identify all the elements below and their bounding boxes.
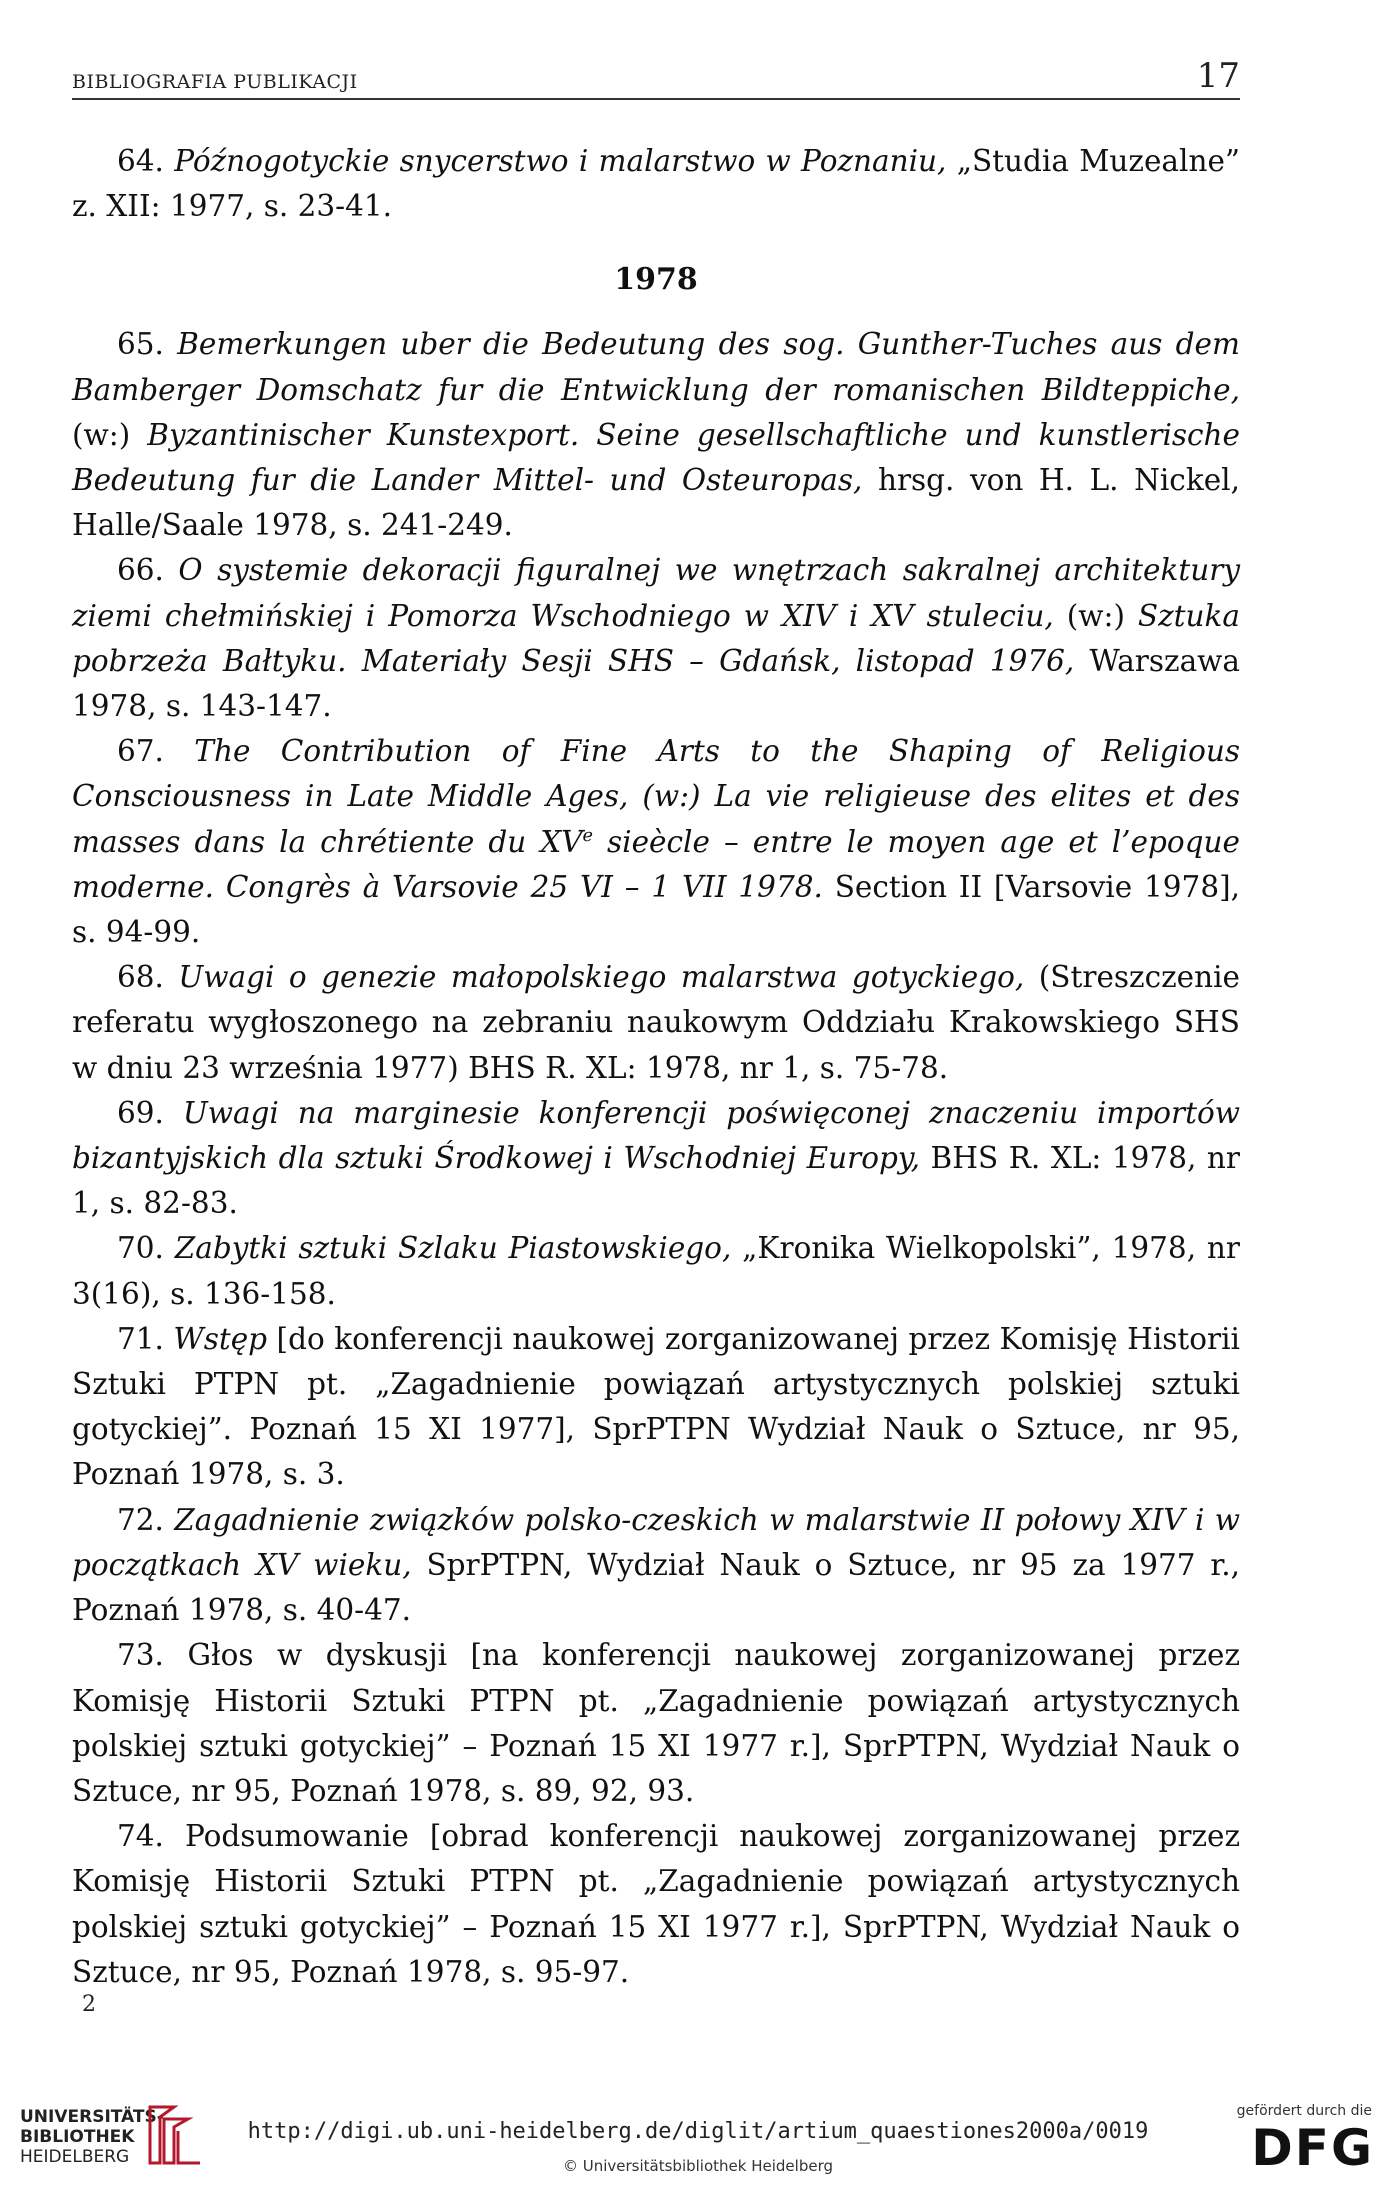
entry-title: Późnogotyckie snycerstwo i malarstwo w Poznaniu, — [174, 144, 947, 178]
entry-title: O systemie dekoracji figuralnej we wnętrzach sakralnej architektury ziemi chełmińskiej i Pomorza Wschodniego w XIV i XV stuleciu, — [72, 553, 1240, 633]
entry-superscript: e — [582, 825, 593, 846]
entry-title: Uwagi na marginesie konferencji poświęconej znaczeniu importów bizantyjskich dla sztuki Środkowej i Wschodniej Europy, — [72, 1095, 1241, 1176]
header-title: BIBLIOGRAFIA PUBLIKACJI — [72, 71, 358, 93]
entry-details: Głos w dyskusji [na konferencji naukowej zorganizowanej przez Komisję Historii Sztuki PTPN pt. „Zagadnienie powiązań artystycznych polskiej sztuki gotyckiej” – Poznań 15 XI 1977 r.], SprPTPN, Wydział Nauk o Sztuce, nr 95, Poznań 1978, s. 89, 92, 93. — [72, 1638, 1241, 1808]
dfg-logo: DFG — [1251, 2119, 1374, 2177]
copyright-notice: © Universitätsbibliothek Heidelberg — [562, 2157, 833, 2175]
bibliography-entry-69 — [72, 1091, 1240, 1227]
entry-number: 70. — [117, 1231, 175, 1266]
entry-source-details: Warszawa 1978, s. 143-147. — [72, 643, 1240, 724]
entry-number: 74. — [117, 1819, 185, 1854]
permalink-url[interactable]: http://digi.ub.uni-heidelberg.de/diglit/artium_quaestiones2000a/0019 — [247, 2119, 1149, 2144]
entry-details: (Streszczenie referatu wygłoszonego na zebraniu naukowym Oddziału Krakowskiego SHS w dniu 23 września 1977) BHS R. XL: 1978, nr 1, s. 75-78. — [72, 960, 1240, 1085]
library-name-line2: BIBLIOTHEK — [20, 2127, 135, 2147]
funding-caption: gefördert durch die — [1236, 2103, 1372, 2119]
bibliography-entry-74 — [72, 1814, 1240, 1995]
entry-number: 71. — [117, 1321, 174, 1356]
bibliography-entry-67 — [72, 729, 1240, 955]
entry-details: „Studia Muzealne” z. XII: 1977, s. 23-41. — [72, 144, 1240, 224]
bibliography-body — [72, 139, 1240, 1995]
entry-number: 66. — [117, 553, 179, 588]
entry-details: Podsumowanie [obrad konferencji naukowej zorganizowanej przez Komisję Historii Sztuki PTPN pt. „Zagadnienie powiązań artystycznych polskiej sztuki gotyckiej” – Poznań 15 XI 1977 r.], SprPTPN, Wydział Nauk o Sztuce, nr 95, Poznań 1978, s. 95-97. — [72, 1819, 1240, 1989]
entry-title: Bemerkungen uber die Bedeutung des sog. Gunther-Tuches aus dem Bamberger Domschatz fur die Entwicklung der romanischen Bildteppiche, — [72, 327, 1240, 407]
entry-title: Zabytki sztuki Szlaku Piastowskiego, — [174, 1231, 732, 1266]
entry-title: The Contribution of Fine Arts to the Shaping of Religious Consciousness in Late Middle Ages, (w:) La vie religieuse des elites et des masses dans la chrétiente du XV — [72, 734, 1240, 859]
entry-details: BHS R. XL: 1978, nr 1, s. 82-83. — [72, 1141, 1240, 1221]
running-header — [72, 58, 1240, 100]
entry-title: Wstęp — [173, 1321, 268, 1356]
bibliography-entry-64 — [72, 139, 1240, 229]
library-name-line1: UNIVERSITÄTS- — [20, 2107, 164, 2127]
bibliography-entry-71 — [72, 1317, 1240, 1498]
sheet-signature-number: 2 — [82, 1992, 96, 2017]
bibliography-entry-68 — [72, 955, 1240, 1091]
digitization-footer — [0, 2085, 1396, 2185]
bibliography-entry-73 — [72, 1633, 1240, 1814]
entry-number: 69. — [117, 1095, 183, 1130]
entry-number: 72. — [117, 1502, 175, 1537]
page-number: 17 — [1196, 56, 1240, 96]
entry-details: „Kronika Wielkopolski”, 1978, nr 3(16), s. 136-158. — [72, 1231, 1241, 1311]
entry-details: (w:) — [72, 417, 148, 452]
entry-number: 68. — [117, 960, 179, 995]
entry-source-title: Sztuka pobrzeża Bałtyku. Materiały Sesji SHS – Gdańsk, listopad 1976, — [72, 598, 1240, 678]
entry-source-details: Section II [Varsovie 1978], s. 94-99. — [72, 869, 1240, 950]
bibliography-entry-66 — [72, 548, 1240, 729]
bibliography-entry-70 — [72, 1226, 1240, 1316]
entry-details: (w:) — [1053, 598, 1138, 633]
entry-number: 67. — [117, 734, 195, 769]
bibliography-entry-72 — [72, 1498, 1240, 1634]
entry-source-title: sieècle – entre le moyen age et l’epoque moderne. Congrès à Varsovie 25 VI – 1 VII 1978. — [72, 824, 1240, 904]
entry-details: SprPTPN, Wydział Nauk o Sztuce, nr 95 za 1977 r., Poznań 1978, s. 40-47. — [72, 1547, 1241, 1628]
entry-number: 64. — [117, 144, 175, 178]
year-heading: 1978 — [614, 262, 698, 298]
entry-source-details: hrsg. von H. L. Nickel, Halle/Saale 1978, s. 241-249. — [72, 463, 1240, 543]
entry-details: [do konferencji naukowej zorganizowanej przez Komisję Historii Sztuki PTPN pt. „Zagadnienie powiązań artystycznych polskiej sztuki gotyckiej”. Poznań 15 XI 1977], SprPTPN Wydział Nauk o Sztuce, nr 95, Poznań 1978, s. 3. — [72, 1321, 1240, 1492]
entry-source-title: Byzantinischer Kunstexport. Seine gesellschaftliche und kunstlerische Bedeutung fur die Lander Mittel- und Osteuropas, — [72, 417, 1240, 498]
bibliography-entry-65 — [72, 322, 1240, 548]
entry-title: Zagadnienie związków polsko-czeskich w malarstwie II połowy XIV i w początkach XV wieku, — [72, 1502, 1241, 1582]
entry-title: Uwagi o genezie małopolskiego malarstwa gotyckiego, — [178, 960, 1025, 995]
library-name-line3: HEIDELBERG — [20, 2147, 130, 2167]
entry-number: 73. — [117, 1638, 188, 1673]
entry-number: 65. — [117, 327, 178, 362]
